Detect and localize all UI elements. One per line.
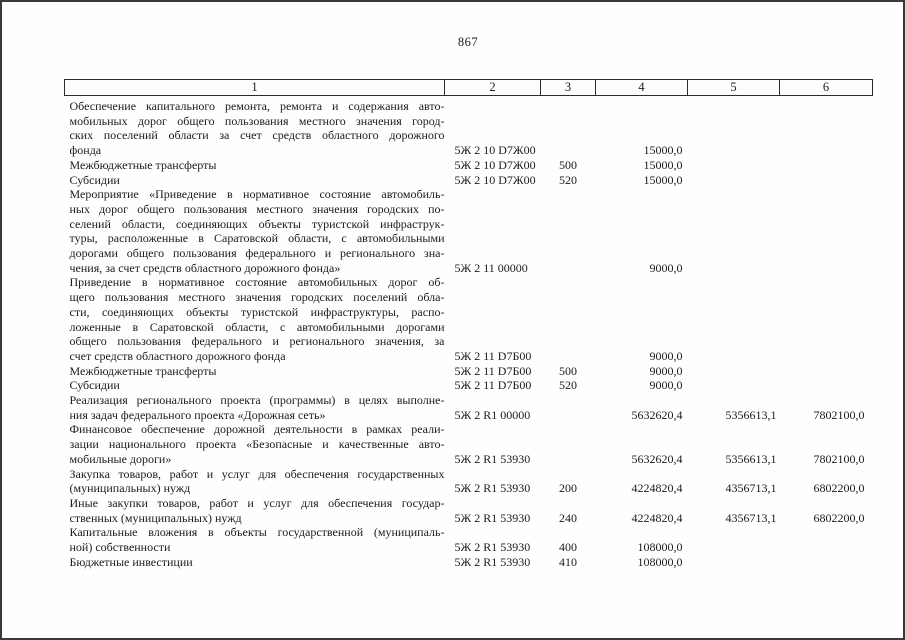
row-amount-col5 [688,378,780,393]
row-amount-col5 [688,555,780,570]
row-amount-col6 [780,378,873,393]
row-group-code: 240 [559,510,577,525]
row-description: Обеспечение капитального ремонта, ремонта и содержания авто- мобильных дорог общего пользования местного значения город- ских поселений области за счет средств областного дорожного фонда [69,99,445,158]
row-code: 5Ж 2 11 D7Б00 [454,378,532,393]
row-amount-col6: 7802100,0 [813,407,865,422]
row-description: Иные закупки товаров, работ и услуг для обеспечения государ- ственных (муниципальных) нужд [69,495,445,525]
row-amount-col4: 9000,0 [649,363,683,378]
row-amount-col6: 7802100,0 [813,451,865,466]
row-amount-col4: 15000,0 [643,172,683,187]
row-group-code: 500 [559,157,577,172]
table-row [65,393,873,422]
header-col-3: 3 [541,80,596,96]
row-code: 5Ж 2 10 D7Ж00 [454,172,536,187]
row-amount-col4: 4224820,4 [631,510,683,525]
row-description: Субсидии [69,378,120,393]
row-amount-col5 [688,173,780,188]
row-amount-col6 [780,96,873,158]
table-row [65,422,873,466]
row-group-code [541,187,596,275]
row-code: 5Ж 2 11 D7Б00 [454,363,532,378]
row-description: Приведение в нормативное состояние автомобильных дорог об- щего пользования местного значения городских поселений обла- сти, соединяющих объекты туристской инфраструктуры, распо- ложенные в Саратовской области, с автомобильными дорогами общего пользования федерального и регионального значения, за счет средств областного дорожного фонда [69,275,445,363]
row-group-code [541,393,596,422]
row-group-code: 500 [559,363,577,378]
row-amount-col4: 108000,0 [637,554,683,569]
table-header-row [65,80,873,96]
row-code: 5Ж 2 10 D7Ж00 [454,143,536,158]
row-amount-col5: 5356613,1 [725,451,777,466]
row-description: Капитальные вложения в объекты государственной (муниципаль- ной) собственности [69,525,445,555]
row-amount-col5: 4356713,1 [725,481,777,496]
table-row [65,158,873,173]
row-group-code [541,422,596,466]
row-code: 5Ж 2 R1 53930 [454,510,531,525]
row-amount-col4: 4224820,4 [631,481,683,496]
row-code: 5Ж 2 R1 53930 [454,554,531,569]
row-code: 5Ж 2 R1 53930 [454,451,531,466]
row-amount-col4: 5632620,4 [631,451,683,466]
row-group-code: 200 [559,481,577,496]
row-amount-col6 [780,173,873,188]
row-amount-col6 [780,525,873,554]
header-col-6: 6 [780,80,873,96]
header-col-4: 4 [596,80,688,96]
row-description: Закупка товаров, работ и услуг для обеспечения государственных (муниципальных) нужд [69,466,445,496]
row-group-code [541,96,596,158]
table-row [65,378,873,393]
row-amount-col6 [780,275,873,363]
row-amount-col6: 6802200,0 [813,481,865,496]
page-number: 867 [457,35,479,49]
row-group-code: 520 [559,378,577,393]
row-group-code: 520 [559,172,577,187]
row-amount-col6 [780,555,873,570]
row-amount-col4: 9000,0 [649,348,683,363]
row-amount-col6 [780,364,873,379]
table-row [65,96,873,158]
row-amount-col6 [780,187,873,275]
row-amount-col5: 5356613,1 [725,407,777,422]
row-description: Мероприятие «Приведение в нормативное состояние автомобиль- ных дорог общего пользования местного значения городских по- селений области, соединяющих объекты туристской инфраструк- туры, расположенные в Саратовской области, с автомобильными дорогами общего пользования федерального и регионального зна- чения, за счет средств областного дорожного фонда» [69,187,445,275]
row-amount-col4: 108000,0 [637,540,683,555]
table-row [65,525,873,554]
row-amount-col4: 9000,0 [649,378,683,393]
header-col-5: 5 [688,80,780,96]
header-col-1: 1 [65,80,445,96]
row-code: 5Ж 2 R1 00000 [454,407,531,422]
row-code: 5Ж 2 10 D7Ж00 [454,157,536,172]
header-col-2: 2 [445,80,541,96]
row-code: 5Ж 2 11 00000 [454,260,528,275]
table-row [65,555,873,570]
row-amount-col4: 15000,0 [643,157,683,172]
row-amount-col5 [688,525,780,554]
row-description: Бюджетные инвестиции [69,554,193,569]
row-amount-col4: 15000,0 [643,143,683,158]
table-row [65,173,873,188]
row-amount-col4: 5632620,4 [631,407,683,422]
row-amount-col5 [688,96,780,158]
table-row [65,496,873,525]
row-code: 5Ж 2 11 D7Б00 [454,348,532,363]
row-description: Реализация регионального проекта (программы) в целях выполне- ния задач федерального проекта «Дорожная сеть» [69,393,445,422]
row-group-code [541,275,596,363]
row-description: Межбюджетные трансферты [69,157,217,172]
row-amount-col5 [688,187,780,275]
row-description: Финансовое обеспечение дорожной деятельности в рамках реали- зации национального проекта «Безопасные и качественные авто- мобильные дороги» [69,422,445,466]
row-group-code: 400 [559,540,577,555]
table-row [65,187,873,275]
row-description: Субсидии [69,172,120,187]
row-code: 5Ж 2 R1 53930 [454,481,531,496]
row-group-code: 410 [559,554,577,569]
table-row [65,275,873,363]
table-row [65,467,873,496]
table-row [65,364,873,379]
row-code: 5Ж 2 R1 53930 [454,540,531,555]
row-amount-col6 [780,158,873,173]
budget-table [64,79,873,570]
row-amount-col5 [688,275,780,363]
row-amount-col6: 6802200,0 [813,510,865,525]
row-description: Межбюджетные трансферты [69,363,217,378]
row-amount-col5: 4356713,1 [725,510,777,525]
row-amount-col5 [688,364,780,379]
row-amount-col4: 9000,0 [649,260,683,275]
row-amount-col5 [688,158,780,173]
